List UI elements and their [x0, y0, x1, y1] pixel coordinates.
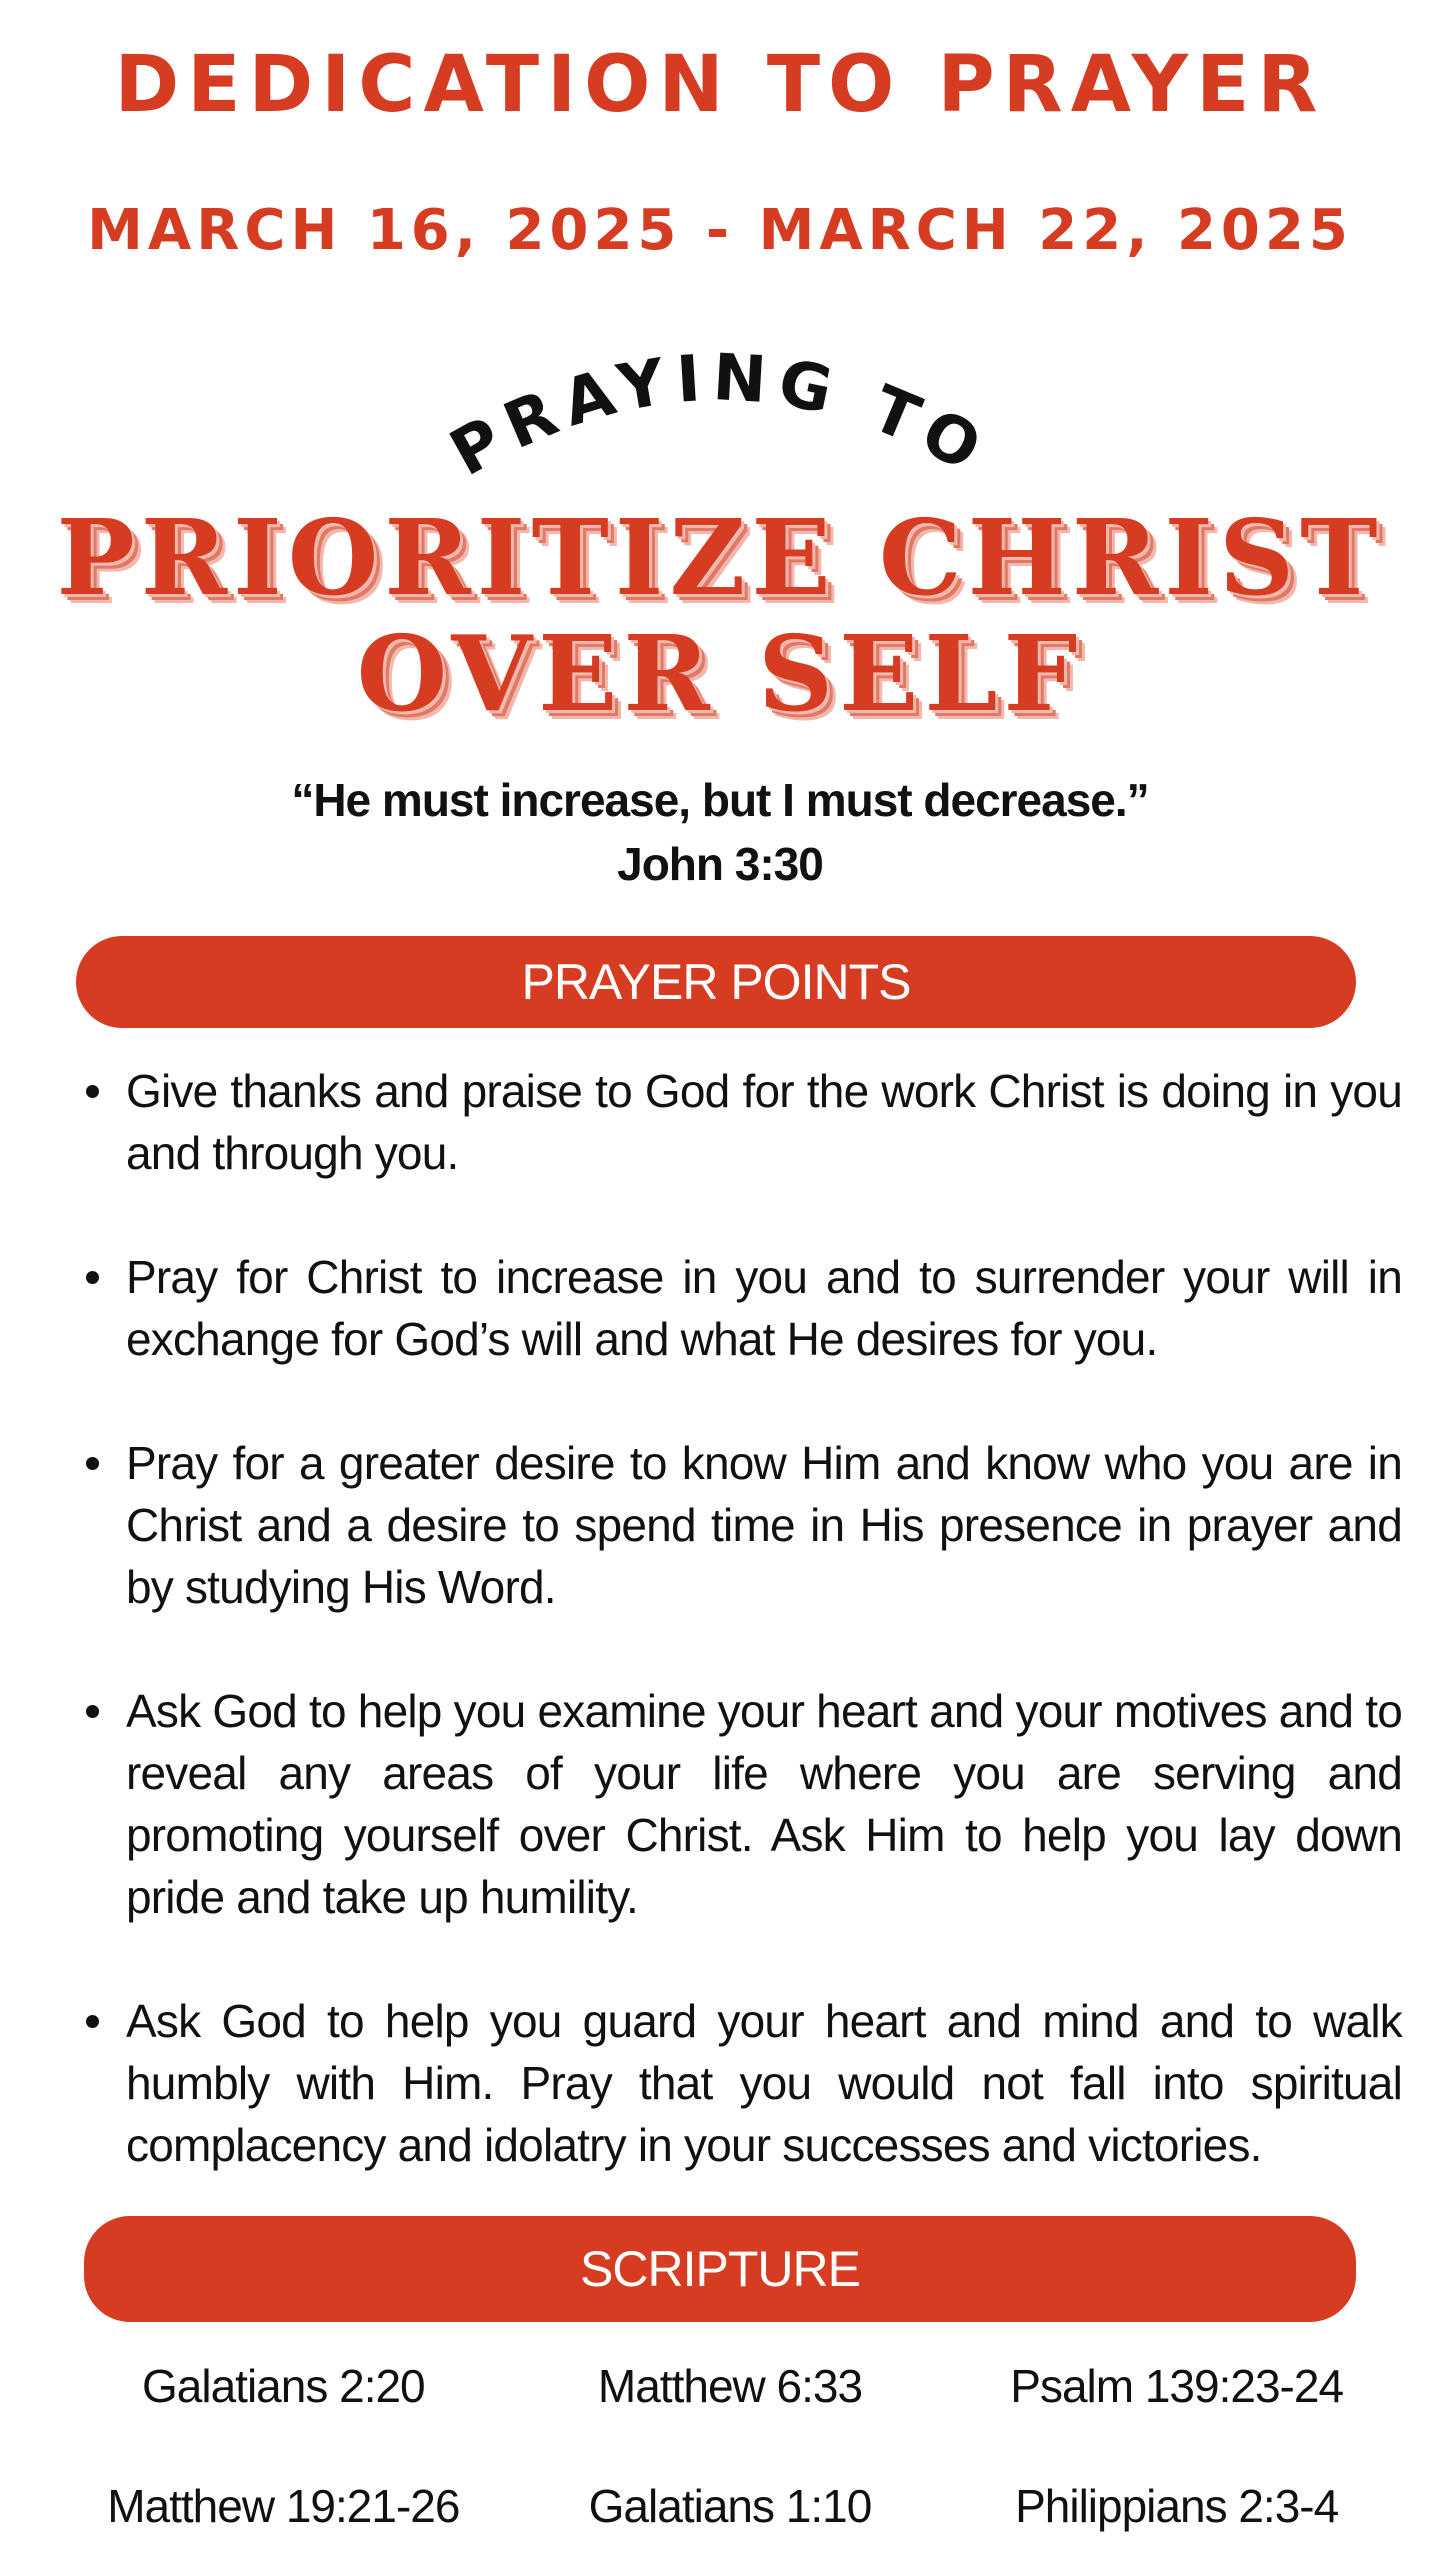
prayer-point-text: Ask God to help you examine your heart and your motives and to reveal any areas of your life where you are serving and promoting yourself over Christ. Ask Him to help you lay down pride and take up humility. [126, 1685, 1402, 1923]
bullet-icon [86, 1271, 99, 1284]
arc-subtitle [420, 300, 1020, 500]
scripture-references [60, 2356, 1400, 2536]
headline [0, 496, 1440, 735]
date-range: MARCH 16, 2025 - MARCH 22, 2025 [87, 198, 1353, 263]
headline-line-2: OVER SELF [356, 612, 1084, 735]
verse-reference: John 3:30 [617, 838, 823, 890]
prayer-point [76, 1060, 1402, 1184]
prayer-points-banner: PRAYER POINTS [76, 936, 1356, 1028]
prayer-point-text: Ask God to help you guard your heart and mind and to walk humbly with Him. Pray that you would not fall into spiritual complacency and idolatry in your successes and victories. [126, 1995, 1402, 2171]
bullet-icon [86, 1085, 99, 1098]
verse-quote: “He must increase, but I must decrease.” [291, 774, 1149, 826]
scripture-reference: Matthew 19:21-26 [107, 2480, 460, 2532]
prayer-point-text: Pray for a greater desire to know Him and know who you are in Christ and a desire to spend time in His presence in prayer and by studying His Word. [126, 1437, 1402, 1613]
scripture-banner: SCRIPTURE [84, 2216, 1356, 2322]
bullet-icon [86, 2015, 99, 2028]
prayer-point [76, 1680, 1402, 1928]
verse-block [0, 768, 1440, 896]
prayer-point [76, 1432, 1402, 1618]
prayer-point-text: Pray for Christ to increase in you and to surrender your will in exchange for God’s will and what He desires for you. [126, 1251, 1402, 1365]
scripture-reference: Galatians 1:10 [588, 2480, 872, 2532]
bullet-icon [86, 1705, 99, 1718]
prayer-point [76, 1990, 1402, 2176]
prayer-point [76, 1246, 1402, 1370]
scripture-reference: Galatians 2:20 [142, 2360, 425, 2412]
arc-subtitle-text: PRAYING TO [438, 340, 1002, 492]
scripture-reference: Philippians 2:3-4 [1015, 2480, 1339, 2532]
page-title: DEDICATION TO PRAYER [114, 40, 1326, 130]
headline-line-1: PRIORITIZE CHRIST [56, 496, 1384, 619]
scripture-reference: Matthew 6:33 [597, 2360, 863, 2412]
bullet-icon [86, 1457, 99, 1470]
svg-text:PRAYING TO [439, 341, 1001, 491]
scripture-reference: Psalm 139:23-24 [1010, 2360, 1344, 2412]
prayer-point-text: Give thanks and praise to God for the work Christ is doing in you and through you. [126, 1065, 1402, 1179]
prayer-points-list [76, 1060, 1402, 2238]
